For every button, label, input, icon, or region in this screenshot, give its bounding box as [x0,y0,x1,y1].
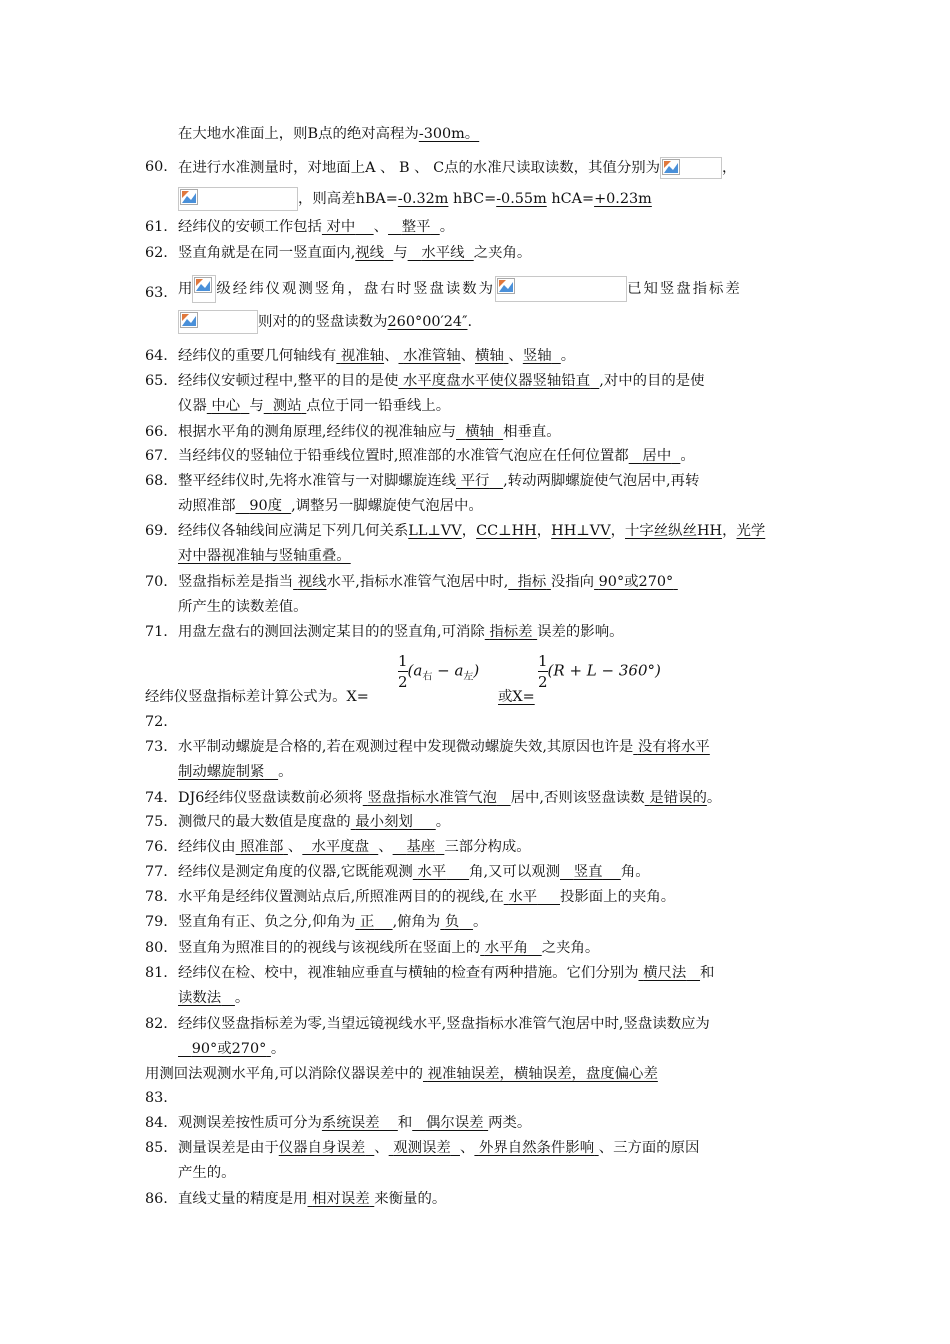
question-number: 84. [145,1115,168,1131]
q67: 当经纬仪的竖轴位于铅垂线位置时,照准部的水准管气泡应在任何位置都 居中 。 [178,448,695,464]
q63-line2: 则对的的竖盘读数为260°00′24″. [178,309,472,335]
q68-line1: 整平经纬仪时,先将水准管与一对脚螺旋连线 平行 ,转动两脚螺旋使气泡居中,再转 [178,473,700,489]
q63-line1: 用 级经纬仪观测竖角，盘右时竖盘读数为 已知竖盘指标差 [178,274,742,304]
broken-image-icon [178,187,298,211]
question-number: 61. [145,219,168,235]
question-number: 77. [145,864,168,880]
question-number: 71. [145,624,168,640]
question-number: 62. [145,245,168,261]
question-number: 64. [145,348,168,364]
q69-line1: 经纬仪各轴线间应满足下列几何关系LL⊥VV，CC⊥HH，HH⊥VV，十字丝纵丝HH，光学 [178,523,766,539]
q81-line2: 读数法 。 [178,990,250,1006]
q73-line1: 水平制动螺旋是合格的,若在观测过程中发现微动螺旋失效,其原因也许是 没有将水平 [178,739,710,755]
question-number: 83. [145,1090,168,1106]
question-number: 67. [145,448,168,464]
q78: 水平角是经纬仪置测站点后,所照准两目的的视线,在 水平 投影面上的夹角。 [178,889,676,905]
q60-line1: 在进行水准测量时，对地面上A 、 B 、 C点的水准尺读取读数，其值分别为 ， [178,157,736,179]
question-number: 78. [145,889,168,905]
q70-line1: 竖盘指标差是指当 视线水平,指标水准管气泡居中时, 指标 没指向 90°或270° [178,574,674,590]
question-number: 60. [145,159,168,175]
q79: 竖直角有正、负之分,仰角为 正 ,俯角为 负 。 [178,914,488,930]
q81-line1: 经纬仪在检、校中，视准轴应垂直与横轴的检查有两种措施。它们分别为 横尺法 和 [178,965,715,981]
q82-line1: 经纬仪竖盘指标差为零,当望远镜视线水平,竖盘指标水准管气泡居中时,竖盘读数应为 [178,1016,710,1032]
formula-left: $\frac{1}{2}$ $(a_右 - a_左)$ [398,652,480,691]
question-number: 79. [145,914,168,930]
q72-text: 经纬仪竖盘指标差计算公式为。X= [145,689,369,705]
q69-line2: 对中器视准轴与竖轴重叠。 [178,548,351,564]
q60-line2: ，则高差hBA=-0.32m hBC=-0.55m hCA=+0.23m [178,187,652,211]
q76: 经纬仪由 照准部 、 水平度盘 、 基座 三部分构成。 [178,839,531,855]
question-number: 70. [145,574,168,590]
broken-image-icon [660,157,722,179]
q65-line2: 仪器 中心 与 测站 点位于同一铅垂线上。 [178,398,451,414]
q77: 经纬仪是测定角度的仪器,它既能观测 水平 角,又可以观测 竖直 角。 [178,864,650,880]
q65-line1: 经纬仪安顿过程中,整平的目的是使 水平度盘水平使仪器竖轴铅直 ,对中的目的是使 [178,373,705,389]
q71: 用盘左盘右的测回法测定某目的的竖直角,可消除 指标差 误差的影响。 [178,624,624,640]
question-number: 63. [145,285,168,301]
formula-right: $\frac{1}{2}$ (R + L − 360°) [538,652,661,691]
q61: 经纬仪的安顿工作包括 对中 、 整平 。 [178,219,455,235]
question-number: 85. [145,1140,168,1156]
q64: 经纬仪的重要几何轴线有 视准轴、 水准管轴、横轴 、竖轴 。 [178,348,576,364]
q66: 根据水平角的测角原理,经纬仪的视准轴应与 横轴 相垂直。 [178,424,561,440]
q72-or: 或X= [498,689,535,705]
question-number: 73. [145,739,168,755]
question-number: 66. [145,424,168,440]
question-number: 80. [145,940,168,956]
broken-image-icon [178,310,258,334]
q70-line2: 所产生的读数差值。 [178,599,308,615]
question-number: 65. [145,373,168,389]
question-number: 81. [145,965,168,981]
q75: 测微尺的最大数值是度盘的 最小刻划 。 [178,814,451,830]
q84: 观测误差按性质可分为系统误差 和 偶尔误差 两类。 [178,1115,532,1131]
q62: 竖直角就是在同一竖直面内,视线 与 水平线 之夹角。 [178,245,532,261]
question-number: 74. [145,790,168,806]
q82-line2: 90°或270° 。 [191,1041,286,1057]
question-number: 75. [145,814,168,830]
question-number: 82. [145,1016,168,1032]
question-number: 72. [145,714,168,730]
q59-line2: 在大地水准面上，则B点的绝对高程为-300m。 [178,126,480,142]
q86: 直线丈量的精度是用 相对误差 来衡量的。 [178,1191,447,1207]
q73-line2: 制动螺旋制紧 。 [178,764,293,780]
q68-line2: 动照准部 90度 ,调整另一脚螺旋使气泡居中。 [178,498,483,514]
question-number: 76. [145,839,168,855]
q74: DJ6经纬仪竖盘读数前必须将 竖盘指标水准管气泡 居中,否则该竖盘读数 是错误的。 [178,790,722,806]
broken-image-icon [192,275,216,303]
q85-line1: 测量误差是由于仪器自身误差 、 观测误差 、 外界自然条件影响 、三方面的原因 [178,1140,700,1156]
question-number: 86. [145,1191,168,1207]
question-number: 68. [145,473,168,489]
q85-line2: 产生的。 [178,1165,236,1181]
q80: 竖直角为照准目的的视线与该视线所在竖面上的 水平角 之夹角。 [178,940,600,956]
q83-text: 用测回法观测水平角,可以消除仪器误差中的 视准轴误差，横轴误差，盘度偏心差 [145,1066,658,1082]
broken-image-icon [495,276,627,302]
question-number: 69. [145,523,168,539]
